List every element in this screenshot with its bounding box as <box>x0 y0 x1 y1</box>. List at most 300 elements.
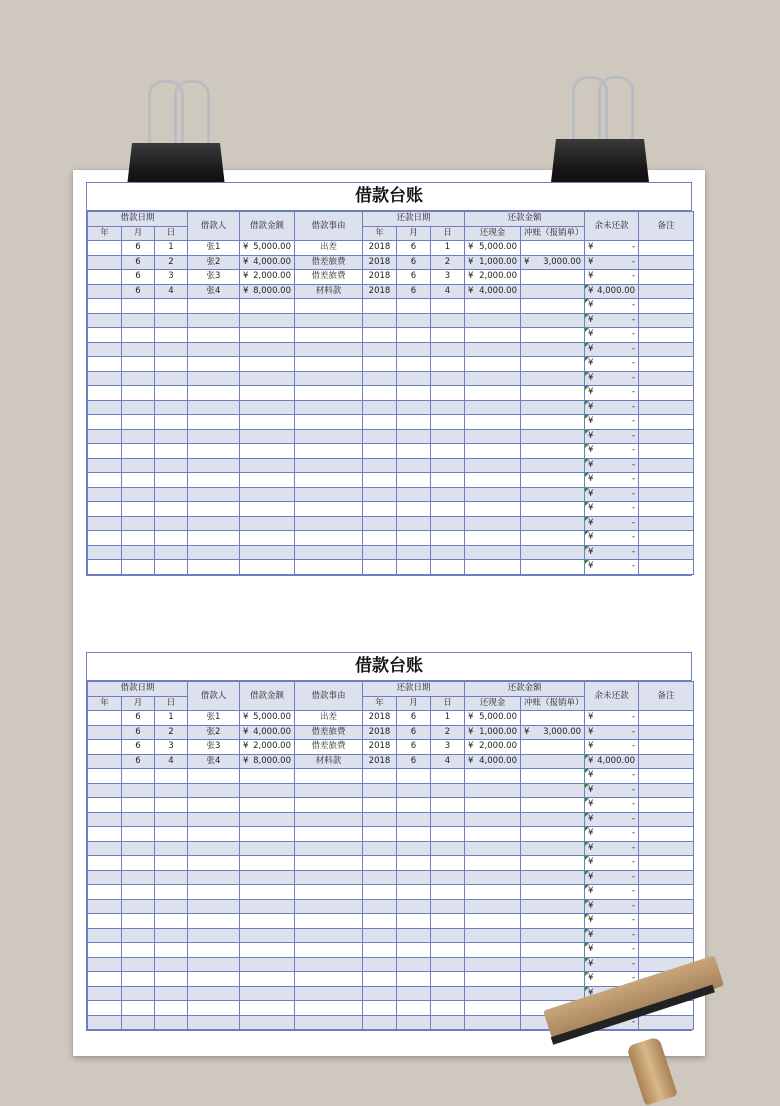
currency-symbol: ¥ <box>588 813 594 824</box>
cell-empty <box>240 487 295 502</box>
cell-empty <box>155 429 188 444</box>
cell-empty <box>88 560 122 575</box>
cell-loan-amount <box>240 754 295 769</box>
cell-empty <box>188 769 240 784</box>
cell-empty <box>397 812 431 827</box>
cell-offset <box>521 284 585 299</box>
cell-empty <box>397 1015 431 1030</box>
header-repay-year: 年 <box>363 226 397 241</box>
cell-empty <box>295 313 363 328</box>
cell-empty <box>465 928 521 943</box>
amount-value: - <box>631 401 636 412</box>
cell-empty <box>122 885 155 900</box>
cell-empty <box>122 444 155 459</box>
cell-empty <box>240 870 295 885</box>
cell-remaining <box>585 545 639 560</box>
header-month: 月 <box>122 226 155 241</box>
currency-symbol: ¥ <box>588 343 594 354</box>
currency-symbol: ¥ <box>468 285 474 296</box>
currency-symbol: ¥ <box>588 828 594 839</box>
cell-empty <box>397 429 431 444</box>
cell-empty <box>397 444 431 459</box>
amount-value: - <box>631 314 636 325</box>
cell-empty <box>521 502 585 517</box>
cell-empty <box>465 299 521 314</box>
currency-symbol: ¥ <box>243 712 249 723</box>
amount-value: 5,000.00 <box>253 242 291 253</box>
cell-empty <box>88 870 122 885</box>
cell-repay-year: 2018 <box>363 740 397 755</box>
cell-empty <box>521 473 585 488</box>
amount-value: - <box>631 459 636 470</box>
cell-empty <box>431 502 465 517</box>
cell-empty <box>363 415 397 430</box>
amount-value: 5,000.00 <box>479 712 517 723</box>
cell-empty <box>397 386 431 401</box>
cell-empty <box>295 783 363 798</box>
cell-empty <box>88 531 122 546</box>
cell-empty <box>155 899 188 914</box>
cell-repay-month: 6 <box>397 284 431 299</box>
cell-empty <box>88 972 122 987</box>
cell-empty <box>521 487 585 502</box>
amount-value: - <box>631 488 636 499</box>
cell-empty <box>295 400 363 415</box>
cell-note <box>639 870 694 885</box>
table-row-empty <box>88 798 694 813</box>
cell-empty <box>397 400 431 415</box>
cell-empty <box>88 769 122 784</box>
header-day: 日 <box>155 226 188 241</box>
currency-symbol: ¥ <box>588 445 594 456</box>
table-row <box>88 284 694 299</box>
cell-empty <box>397 560 431 575</box>
table-row-empty <box>88 943 694 958</box>
amount-value: - <box>631 973 636 984</box>
cell-empty <box>188 502 240 517</box>
cell-empty <box>240 885 295 900</box>
header-loan-date: 借款日期 <box>88 682 188 697</box>
currency-symbol: ¥ <box>588 300 594 311</box>
cell-empty <box>363 560 397 575</box>
cell-empty <box>122 928 155 943</box>
cell-empty <box>521 914 585 929</box>
cell-note <box>639 783 694 798</box>
cell-empty <box>431 972 465 987</box>
header-day: 日 <box>155 696 188 711</box>
cell-empty <box>122 299 155 314</box>
amount-value: - <box>631 857 636 868</box>
cell-remaining <box>585 827 639 842</box>
cell-empty <box>88 812 122 827</box>
cell-empty <box>465 783 521 798</box>
header-repay-month: 月 <box>397 696 431 711</box>
cell-empty <box>155 415 188 430</box>
amount-value: - <box>631 1016 636 1027</box>
cell-empty <box>155 444 188 459</box>
cell-empty <box>188 885 240 900</box>
header-repay-year: 年 <box>363 696 397 711</box>
cell-day: 2 <box>155 725 188 740</box>
amount-value: 5,000.00 <box>253 712 291 723</box>
cell-empty <box>240 1001 295 1016</box>
cell-empty <box>122 943 155 958</box>
table-row-empty <box>88 386 694 401</box>
amount-value: - <box>631 784 636 795</box>
cell-empty <box>155 473 188 488</box>
currency-symbol: ¥ <box>588 987 594 998</box>
cell-note <box>639 914 694 929</box>
cell-remaining <box>585 473 639 488</box>
table-row-empty <box>88 885 694 900</box>
cell-empty <box>240 856 295 871</box>
cell-empty <box>240 545 295 560</box>
cell-month: 6 <box>122 270 155 285</box>
cell-note <box>639 241 694 256</box>
cell-borrower: 张3 <box>188 740 240 755</box>
cell-empty <box>363 299 397 314</box>
cell-reason: 材料款 <box>295 754 363 769</box>
cell-empty <box>155 516 188 531</box>
cell-empty <box>188 1015 240 1030</box>
header-offset: 冲账（报销单） <box>521 226 585 241</box>
cell-empty <box>363 769 397 784</box>
currency-symbol: ¥ <box>588 973 594 984</box>
cell-remaining <box>585 400 639 415</box>
cell-remaining <box>585 740 639 755</box>
cell-note <box>639 516 694 531</box>
cell-empty <box>122 560 155 575</box>
cell-empty <box>363 986 397 1001</box>
cell-remaining <box>585 299 639 314</box>
cell-remaining <box>585 328 639 343</box>
cell-empty <box>295 502 363 517</box>
cell-empty <box>188 400 240 415</box>
cell-loan-amount <box>240 740 295 755</box>
cell-note <box>639 386 694 401</box>
cell-empty <box>122 783 155 798</box>
currency-symbol: ¥ <box>588 387 594 398</box>
cell-empty <box>295 560 363 575</box>
cell-empty <box>155 371 188 386</box>
cell-empty <box>431 313 465 328</box>
cell-empty <box>465 371 521 386</box>
cell-empty <box>431 885 465 900</box>
cell-empty <box>155 914 188 929</box>
cell-empty <box>521 769 585 784</box>
currency-symbol: ¥ <box>468 256 474 267</box>
cell-repay-year: 2018 <box>363 725 397 740</box>
cell-repay-cash <box>465 241 521 256</box>
cell-empty <box>465 502 521 517</box>
cell-empty <box>240 841 295 856</box>
cell-repay-day: 3 <box>431 740 465 755</box>
cell-month: 6 <box>122 725 155 740</box>
cell-repay-month: 6 <box>397 754 431 769</box>
cell-empty <box>397 972 431 987</box>
cell-empty <box>431 769 465 784</box>
cell-empty <box>521 400 585 415</box>
currency-symbol: ¥ <box>588 503 594 514</box>
cell-repay-month: 6 <box>397 740 431 755</box>
header-month: 月 <box>122 696 155 711</box>
currency-symbol: ¥ <box>588 285 594 296</box>
cell-empty <box>122 371 155 386</box>
table-row-empty <box>88 502 694 517</box>
cell-empty <box>155 928 188 943</box>
cell-repay-day: 2 <box>431 725 465 740</box>
cell-note <box>639 560 694 575</box>
table-row <box>88 255 694 270</box>
rubber-stamp <box>540 985 780 1102</box>
header-repay-day: 日 <box>431 226 465 241</box>
cell-repay-month: 6 <box>397 725 431 740</box>
cell-empty <box>363 827 397 842</box>
cell-empty <box>397 487 431 502</box>
cell-empty <box>465 943 521 958</box>
cell-empty <box>88 429 122 444</box>
amount-value: - <box>631 430 636 441</box>
cell-empty <box>122 473 155 488</box>
cell-empty <box>431 783 465 798</box>
table-row-empty <box>88 487 694 502</box>
cell-empty <box>431 357 465 372</box>
cell-empty <box>155 357 188 372</box>
cell-empty <box>431 328 465 343</box>
cell-remaining <box>585 754 639 769</box>
cell-empty <box>363 458 397 473</box>
cell-empty <box>397 328 431 343</box>
amount-value: 4,000.00 <box>253 256 291 267</box>
cell-empty <box>88 342 122 357</box>
cell-borrower: 张4 <box>188 284 240 299</box>
cell-empty <box>397 798 431 813</box>
cell-note <box>639 798 694 813</box>
cell-repay-month: 6 <box>397 255 431 270</box>
header-loan-date: 借款日期 <box>88 212 188 227</box>
cell-empty <box>188 914 240 929</box>
currency-symbol: ¥ <box>588 929 594 940</box>
cell-note <box>639 357 694 372</box>
table-row <box>88 270 694 285</box>
currency-symbol: ¥ <box>243 285 249 296</box>
currency-symbol: ¥ <box>588 886 594 897</box>
table-row-empty <box>88 545 694 560</box>
cell-empty <box>155 943 188 958</box>
cell-empty <box>397 502 431 517</box>
cell-empty <box>465 516 521 531</box>
cell-empty <box>465 986 521 1001</box>
cell-remaining <box>585 783 639 798</box>
cell-empty <box>521 870 585 885</box>
cell-remaining <box>585 415 639 430</box>
cell-empty <box>88 328 122 343</box>
cell-empty <box>465 769 521 784</box>
cell-note <box>639 943 694 958</box>
table-row-empty <box>88 870 694 885</box>
cell-borrower: 张2 <box>188 725 240 740</box>
cell-loan-amount <box>240 725 295 740</box>
cell-empty <box>240 386 295 401</box>
cell-empty <box>397 856 431 871</box>
currency-symbol: ¥ <box>588 372 594 383</box>
cell-empty <box>521 545 585 560</box>
cell-empty <box>188 531 240 546</box>
cell-empty <box>240 531 295 546</box>
cell-empty <box>397 1001 431 1016</box>
cell-empty <box>397 371 431 386</box>
cell-empty <box>465 342 521 357</box>
amount-value: - <box>631 329 636 340</box>
currency-symbol: ¥ <box>588 799 594 810</box>
cell-empty <box>465 313 521 328</box>
header-note: 备注 <box>639 682 694 711</box>
cell-year <box>88 740 122 755</box>
amount-value: - <box>631 944 636 955</box>
cell-remaining <box>585 870 639 885</box>
header-repay-date: 还款日期 <box>363 682 465 697</box>
cell-empty <box>465 899 521 914</box>
cell-empty <box>88 827 122 842</box>
currency-symbol: ¥ <box>588 770 594 781</box>
cell-empty <box>122 415 155 430</box>
cell-empty <box>363 856 397 871</box>
cell-empty <box>188 856 240 871</box>
cell-repay-day: 1 <box>431 241 465 256</box>
cell-day: 4 <box>155 284 188 299</box>
cell-remaining <box>585 725 639 740</box>
cell-offset <box>521 754 585 769</box>
cell-empty <box>295 415 363 430</box>
cell-empty <box>122 328 155 343</box>
cell-empty <box>240 357 295 372</box>
cell-empty <box>88 545 122 560</box>
cell-empty <box>363 444 397 459</box>
cell-remaining <box>585 502 639 517</box>
cell-repay-cash <box>465 725 521 740</box>
cell-empty <box>363 972 397 987</box>
cell-repay-year: 2018 <box>363 284 397 299</box>
cell-note <box>639 328 694 343</box>
currency-symbol: ¥ <box>588 842 594 853</box>
table-row-empty <box>88 313 694 328</box>
cell-empty <box>88 313 122 328</box>
cell-year <box>88 711 122 726</box>
cell-empty <box>122 516 155 531</box>
cell-loan-amount <box>240 711 295 726</box>
cell-empty <box>122 798 155 813</box>
cell-empty <box>155 299 188 314</box>
amount-value: 4,000.00 <box>253 726 291 737</box>
amount-value: - <box>631 271 636 282</box>
cell-empty <box>295 899 363 914</box>
currency-symbol: ¥ <box>588 561 594 572</box>
cell-note <box>639 444 694 459</box>
cell-empty <box>431 856 465 871</box>
ledger-title: 借款台账 <box>87 183 691 211</box>
header-note: 备注 <box>639 212 694 241</box>
cell-empty <box>240 458 295 473</box>
cell-empty <box>240 560 295 575</box>
binder-clip-right <box>550 76 650 191</box>
cell-empty <box>431 943 465 958</box>
cell-empty <box>240 400 295 415</box>
header-year: 年 <box>88 226 122 241</box>
amount-value: 3,000.00 <box>543 256 582 267</box>
cell-empty <box>295 1015 363 1030</box>
cell-empty <box>188 783 240 798</box>
amount-value: 2,000.00 <box>479 741 517 752</box>
cell-note <box>639 885 694 900</box>
ledger-grid <box>87 681 694 1030</box>
currency-symbol: ¥ <box>588 712 594 723</box>
cell-empty <box>363 870 397 885</box>
cell-empty <box>363 473 397 488</box>
cell-empty <box>188 972 240 987</box>
cell-empty <box>295 943 363 958</box>
cell-borrower: 张3 <box>188 270 240 285</box>
cell-empty <box>431 458 465 473</box>
cell-offset <box>521 740 585 755</box>
cell-empty <box>122 386 155 401</box>
amount-value: - <box>631 546 636 557</box>
cell-note <box>639 429 694 444</box>
cell-empty <box>465 531 521 546</box>
cell-repay-month: 6 <box>397 711 431 726</box>
currency-symbol: ¥ <box>588 517 594 528</box>
cell-empty <box>295 972 363 987</box>
cell-note <box>639 270 694 285</box>
cell-empty <box>122 545 155 560</box>
cell-remaining <box>585 928 639 943</box>
cell-borrower: 张4 <box>188 754 240 769</box>
cell-note <box>639 473 694 488</box>
cell-empty <box>188 798 240 813</box>
cell-repay-year: 2018 <box>363 255 397 270</box>
currency-symbol: ¥ <box>468 242 474 253</box>
header-offset: 冲账（报销单） <box>521 696 585 711</box>
cell-reason: 出差 <box>295 241 363 256</box>
cell-loan-amount <box>240 270 295 285</box>
table-row-empty <box>88 531 694 546</box>
cell-empty <box>155 769 188 784</box>
amount-value: - <box>631 828 636 839</box>
currency-symbol: ¥ <box>588 546 594 557</box>
cell-note <box>639 342 694 357</box>
cell-empty <box>155 856 188 871</box>
cell-empty <box>397 415 431 430</box>
cell-empty <box>295 827 363 842</box>
amount-value: - <box>631 900 636 911</box>
cell-empty <box>188 827 240 842</box>
amount-value: 2,000.00 <box>253 741 291 752</box>
cell-empty <box>431 1015 465 1030</box>
cell-empty <box>188 473 240 488</box>
cell-empty <box>295 545 363 560</box>
cell-empty <box>465 328 521 343</box>
cell-empty <box>122 487 155 502</box>
cell-empty <box>363 928 397 943</box>
cell-empty <box>188 342 240 357</box>
cell-remaining <box>585 812 639 827</box>
cell-empty <box>88 928 122 943</box>
currency-symbol: ¥ <box>243 256 249 267</box>
cell-empty <box>240 812 295 827</box>
cell-note <box>639 899 694 914</box>
cell-empty <box>363 371 397 386</box>
cell-empty <box>521 856 585 871</box>
amount-value: 8,000.00 <box>253 285 291 296</box>
